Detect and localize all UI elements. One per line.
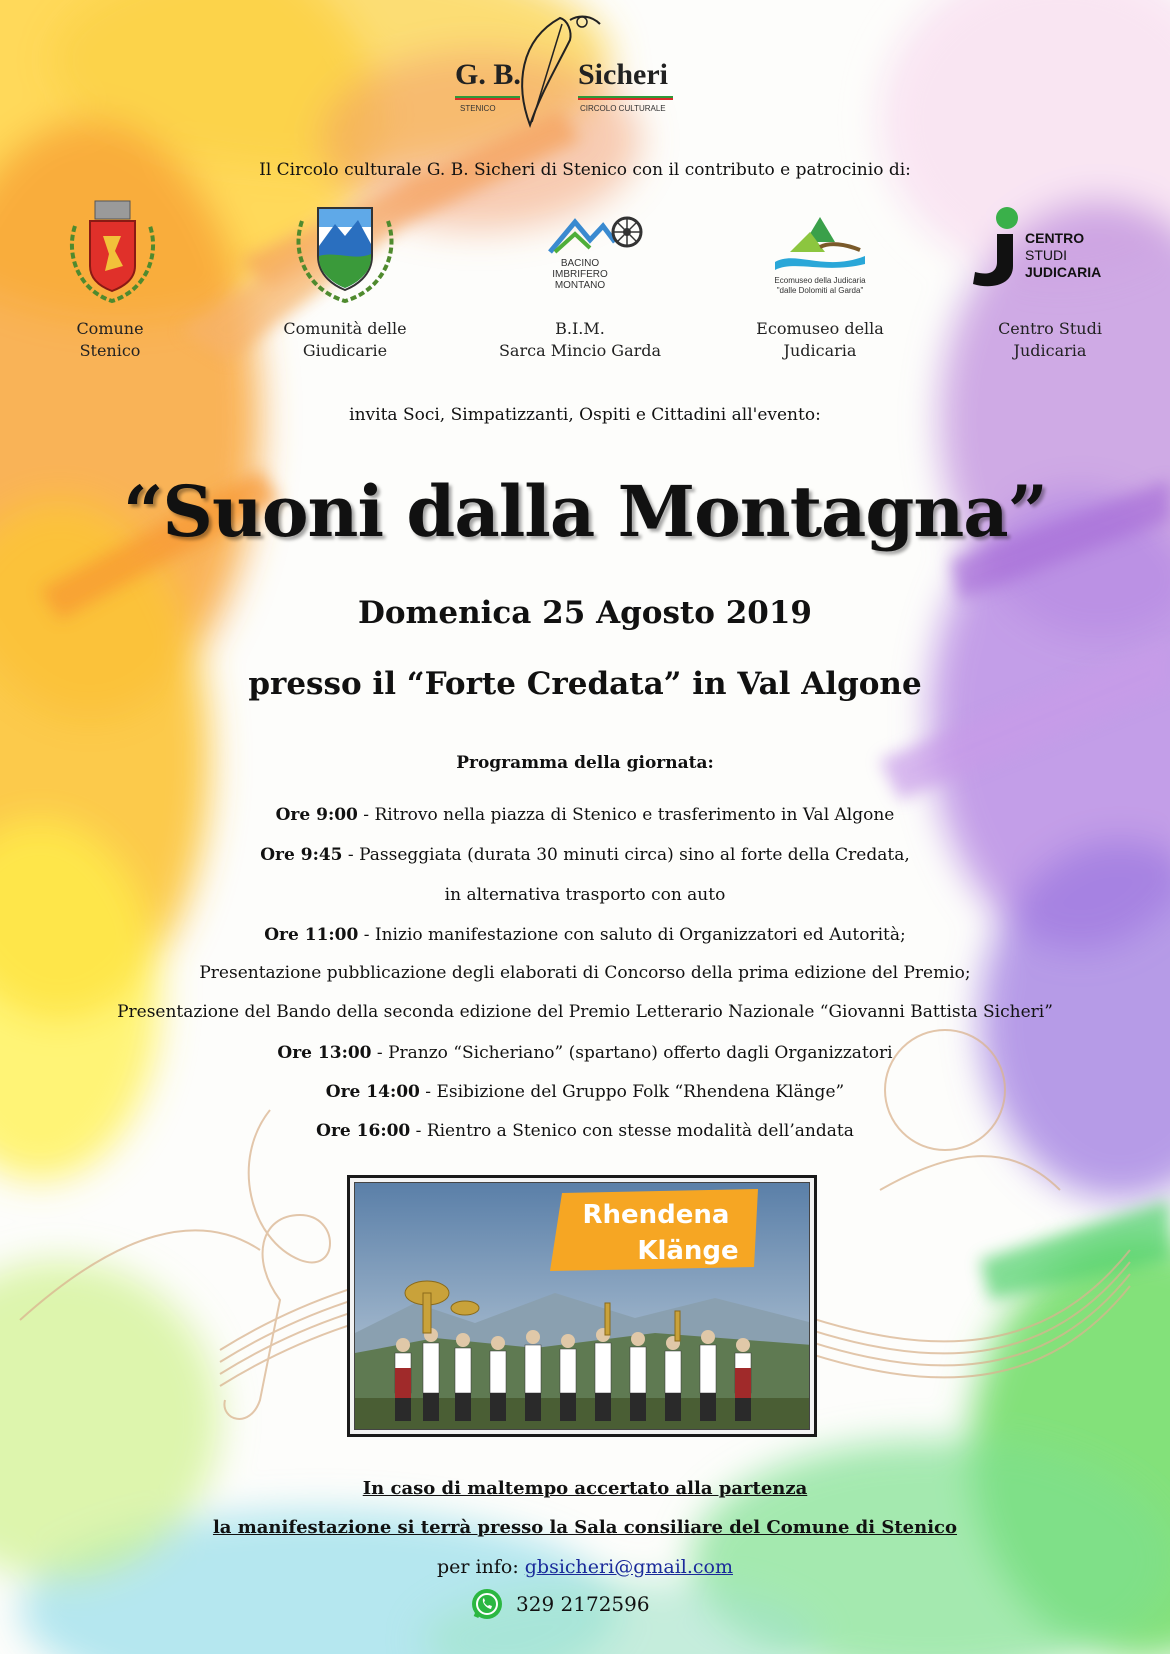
event-place: presso il “Forte Credata” in Val Algone xyxy=(248,666,922,702)
brand-underline-right xyxy=(578,96,673,100)
badge-line1: Rhendena xyxy=(582,1200,730,1230)
centro-studi-logo-icon xyxy=(965,206,1025,291)
badge-line2: Klänge xyxy=(637,1236,739,1266)
program-heading: Programma della giornata: xyxy=(456,753,714,773)
mountain-crest-icon xyxy=(290,196,400,306)
program-item: Presentazione pubblicazione degli elaborati di Concorso della prima edizione del Premio; xyxy=(199,963,971,983)
bim-logo-text: BACINO IMBRIFERO MONTANO xyxy=(552,258,608,291)
brand-underline-left xyxy=(455,96,520,100)
event-date: Domenica 25 Agosto 2019 xyxy=(357,595,812,631)
header-brand xyxy=(0,10,1170,140)
sponsor-caption-ecomuseo: Ecomuseo della Judicaria xyxy=(756,319,884,360)
event-title: “Suoni dalla Montagna” xyxy=(123,470,1047,553)
program-item: in alternativa trasporto con auto xyxy=(444,885,726,905)
sponsor-caption-centro-studi: Centro Studi Judicaria xyxy=(998,319,1102,360)
program-item: Ore 14:00 - Esibizione del Gruppo Folk “Rhendena Klänge” xyxy=(325,1082,845,1102)
weather-notice-line1: In caso di maltempo accertato alla partenza xyxy=(362,1478,808,1499)
phone-contact xyxy=(470,1586,650,1622)
program-item: Ore 9:45 - Passeggiata (durata 30 minuti circa) sino al forte della Credata, xyxy=(260,845,910,865)
invite-text: invita Soci, Simpatizzanti, Ospiti e Cittadini all'evento: xyxy=(349,405,821,425)
sponsor-caption-comunita: Comunità delle Giudicarie xyxy=(283,319,407,360)
program-item: Ore 9:00 - Ritrovo nella piazza di Stenico e trasferimento in Val Algone xyxy=(275,805,895,825)
program-item: Ore 11:00 - Inizio manifestazione con saluto di Organizzatori ed Autorità; xyxy=(264,925,906,945)
brand-sub-right: CIRCOLO CULTURALE xyxy=(580,104,666,113)
coat-of-arms-icon xyxy=(65,196,160,306)
program-item: Ore 16:00 - Rientro a Stenico con stesse modalità dell’andata xyxy=(316,1121,854,1141)
contact-label: per info: xyxy=(437,1556,525,1578)
brand-left-text: G. B. xyxy=(455,58,521,91)
band-photo xyxy=(347,1175,817,1437)
email-link[interactable]: gbsicheri@gmail.com xyxy=(524,1556,733,1578)
phone-number: 329 2172596 xyxy=(516,1592,650,1616)
whatsapp-icon xyxy=(470,1587,504,1621)
program-item: Ore 13:00 - Pranzo “Sicheriano” (spartano) offerto dagli Organizzatori xyxy=(277,1043,893,1063)
weather-notice-line2: la manifestazione si terrà presso la Sala consiliare del Comune di Stenico xyxy=(212,1517,958,1538)
sponsor-caption-bim: B.I.M. Sarca Mincio Garda xyxy=(498,319,662,360)
ecomuseo-logo-icon xyxy=(765,212,875,272)
centro-studi-logo-text: CENTRO STUDI JUDICARIA xyxy=(1025,230,1102,280)
program-item: Presentazione del Bando della seconda edizione del Premio Letterario Nazionale “Giovanni Battista Sicheri” xyxy=(117,1002,1053,1022)
band-name-badge xyxy=(550,1189,762,1271)
brand-right-text: Sicheri xyxy=(578,58,668,91)
sponsor-caption-comune: Comune Stenico xyxy=(76,319,144,360)
ecomuseo-logo-text: Ecomuseo della Judicaria "dalle Dolomiti al Garda" xyxy=(774,276,866,295)
contact-info xyxy=(0,1556,1170,1578)
band-photo-scene xyxy=(354,1182,810,1430)
intro-text: Il Circolo culturale G. B. Sicheri di Stenico con il contributo e patrocinio di: xyxy=(259,160,911,180)
brand-sub-left: STENICO xyxy=(460,104,496,113)
